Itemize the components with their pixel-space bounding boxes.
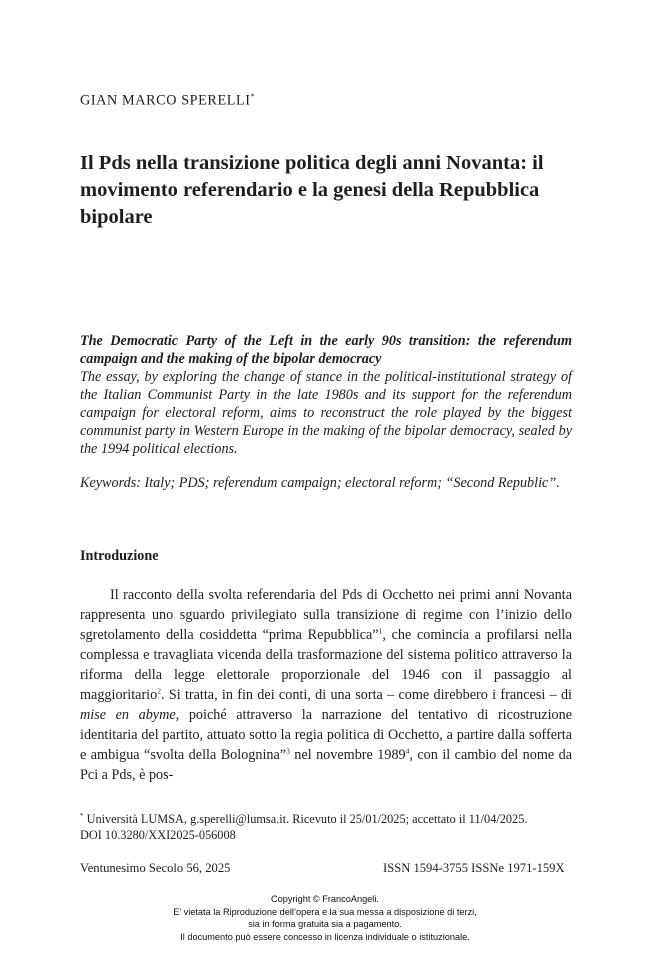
author-footnote: * Università LUMSA, g.sperelli@lumsa.it. Ricevuto il 25/01/2025; accettato il 11/04/2025. DOI 10.3280/XXI2025-056008 [80,808,572,843]
english-title: The Democratic Party of the Left in the early 90s transition: the referendum campaign and the making of the bipolar democracy [80,333,572,367]
section-heading: Introduzione [80,548,159,564]
copyright-notice: Copyright © FrancoAngeli. E’ vietata la Riproduzione dell’opera e la sua messa a disposizione di terzi, sia in forma gratuita sia a pagamento. Il documento può essere concesso in licenza individuale o istituzionale. [173,894,477,942]
author-footnote-mark: * [250,92,255,101]
footnote-ref: 3 [286,746,290,756]
keywords: Keywords: Italy; PDS; referendum campaign; electoral reform; “Second Republic”. [80,475,560,491]
footnote-ref: 4 [405,746,410,756]
doi: DOI 10.3280/XXI2025-056008 [80,828,236,843]
footnote-ref: 1 [378,626,383,636]
abstract: The essay, by exploring the change of stance in the political-institutional strategy of the Italian Communist Party in the late 1980s and its support for the referendum campaign for electoral reform, aims to reconstruct the role played by the biggest communist party in Western Europe in the making of the bipolar democracy, sealed by the 1994 political elections. [80,369,572,457]
author-name: GIAN MARCO SPERELLI* [80,92,255,109]
body-paragraph: Il racconto della svolta referendaria del Pds di Occhetto nei primi anni Novanta rappresenta uno sguardo privilegiato sulla transizione di regime con l’inizio dello sgretolamento della cosiddetta “prima Repubblica”$^1$, che comincia a profilarsi nella complessa e travagliata vicenda della trasformazione del sistema politico attraverso la riforma della legge elettorale proporzionale del 1946 con il passaggio al maggioritario$^2$. Si tratta, in fin dei conti, di una sorta – come direbbero i francesi – di mise en abyme, poiché attraverso la narrazione del tentativo di ricostruzione identitaria del partito, attuato sotto la regia politica di Occhetto, a partire dalla sofferta e ambigua “svolta della Bolognina”$^3$ nel novembre 1989$^4$, con il cambio del nome da Pci a Pds, è pos- [80,587,573,783]
issn-info: ISSN 1594-3755 ISSNe 1971-159X [383,861,565,875]
footnote-ref: 2 [157,686,161,696]
journal-info: Ventunesimo Secolo 56, 2025 [80,861,231,875]
article-title: Il Pds nella transizione politica degli anni Novanta: il movimento referendario e la genesi della Repubblica bipolare [80,152,544,228]
